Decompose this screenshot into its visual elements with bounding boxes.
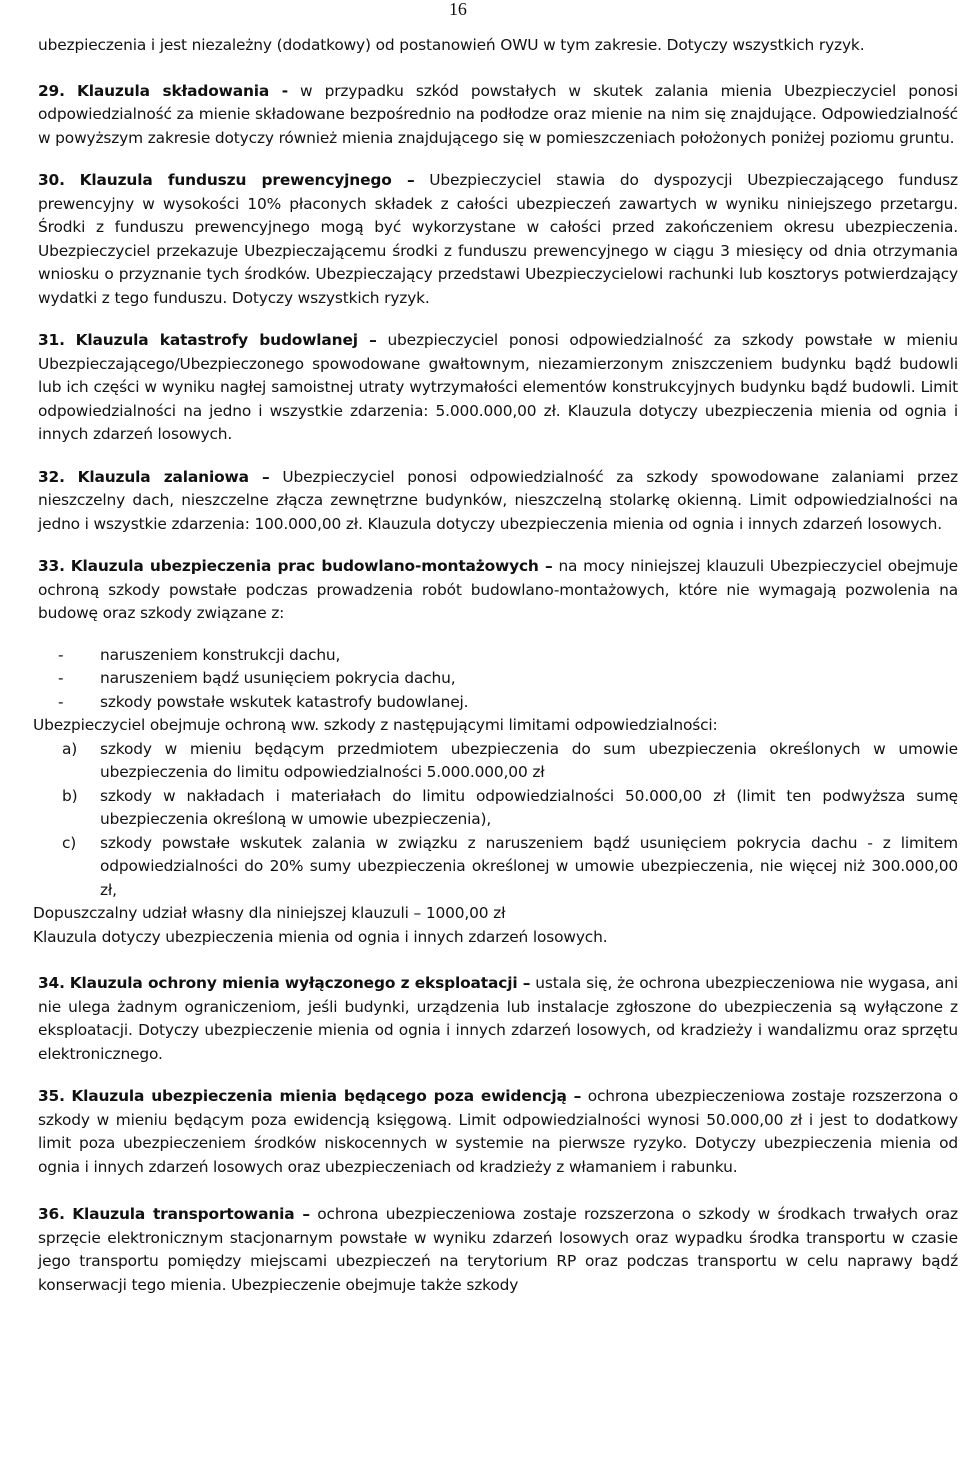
- clause-30: [38, 169, 958, 310]
- dash-marker: -: [58, 692, 64, 711]
- clause-35: [38, 1085, 958, 1179]
- clause-number: 35.: [38, 1087, 65, 1105]
- limits-intro: Ubezpieczyciel obejmuje ochroną ww. szkody z następującymi limitami odpowiedzialności:: [33, 716, 718, 734]
- clause-text: Ubezpieczyciel stawia do dyspozycji Ubezpieczającego fundusz prewencyjny w wysokości 10% płaconych składek z całości ubezpieczeń zawartych w wyniku niniejszego przetargu. Środki z funduszu prewencyjnego mogą być wykorzystane w całości przed zakończeniem okresu ubezpieczenia. Ubezpieczyciel przekazuje Ubezpieczającemu środki z funduszu prewencyjnego w ciągu 3 miesięcy od dnia otrzymania wniosku o przyznanie tych środków. Ubezpieczający przedstawi Ubezpieczycielowi rachunki lub kosztorys potwierdzający wydatki z tego funduszu. Dotyczy wszystkich ryzyk.: [38, 171, 958, 307]
- page-number: 16: [449, 0, 467, 19]
- list-item: - szkody powstałe wskutek katastrofy budowlanej.: [38, 691, 958, 715]
- item-marker: a): [62, 739, 78, 758]
- clause-text: ochrona ubezpieczeniowa zostaje rozszerzona o szkody w mieniu będącym poza ewidencją księgową. Limit odpowiedzialności wynosi 50.000,00 zł i jest to dodatkowy limit poza ubezpieczeniem środków niskocennych w systemie na pierwsze ryzyko. Dotyczy ubezpieczenia mienia od ognia i innych zdarzeń losowych oraz ubezpieczeniach od kradzieży z włamaniem i rabunku.: [38, 1087, 958, 1176]
- list-item: a) szkody w mieniu będącym przedmiotem ubezpieczenia do sum ubezpieczenia określonych w umowie ubezpieczenia do limitu odpowiedzialności 5.000.000,00 zł: [62, 739, 958, 781]
- clause-title: Klauzula funduszu prewencyjnego –: [79, 171, 415, 189]
- damage-scope-list: [38, 644, 958, 715]
- clause-32: [38, 466, 958, 537]
- dash-marker: -: [58, 645, 64, 664]
- clause-text: na mocy niniejszej klauzuli Ubezpieczyciel obejmuje ochroną szkody powstałe podczas prowadzenia robót budowlano-montażowych, które nie wymagają pozwolenia na budowę oraz szkody związane z:: [38, 557, 958, 622]
- item-marker: c): [62, 833, 77, 852]
- clause-number: 29.: [38, 81, 65, 100]
- clause-number: 32.: [38, 467, 65, 486]
- list-item: - naruszeniem bądź usunięciem pokrycia dachu,: [38, 667, 958, 691]
- limits-list: [38, 738, 958, 903]
- clause-33: [33, 555, 958, 949]
- clause-title: Klauzula ubezpieczenia prac budowlano-montażowych –: [70, 557, 553, 575]
- clause-34: [38, 972, 958, 1066]
- clause-number: 36.: [38, 1205, 65, 1223]
- deductible: Dopuszczalny udział własny dla niniejszej klauzuli – 1000,00 zł: [33, 904, 506, 922]
- list-item: - naruszeniem konstrukcji dachu,: [38, 644, 958, 668]
- dash-marker: -: [58, 669, 64, 687]
- document-body: [33, 34, 958, 1316]
- continued-paragraph: ubezpieczenia i jest niezależny (dodatkowy) od postanowień OWU w tym zakresie. Dotyczy wszystkich ryzyk.: [38, 36, 865, 54]
- clause-title: Klauzula zalaniowa –: [77, 467, 270, 486]
- scope-note: Klauzula dotyczy ubezpieczenia mienia od ognia i innych zdarzeń losowych.: [33, 927, 608, 946]
- clause-number: 30.: [38, 171, 65, 189]
- clause-text: w przypadku szkód powstałych w skutek zalania mienia Ubezpieczyciel ponosi odpowiedzialność za mienie składowane bezpośrednio na podłodze oraz mienie na nim się znajdujące. Odpowiedzialność w powyższym zakresie dotyczy również mienia znajdującego się w pomieszczeniach położonych poniżej poziomu gruntu.: [38, 81, 958, 147]
- clause-29: [38, 80, 958, 151]
- list-item: c) szkody powstałe wskutek zalania w związku z naruszeniem bądź usunięciem pokrycia dachu - z limitem odpowiedzialności do 20% sumy ubezpieczenia określonej w umowie ubezpieczenia, nie więcej niż 300.000,00 zł,: [62, 833, 958, 899]
- clause-36: [38, 1203, 958, 1297]
- clause-text: Ubezpieczyciel ponosi odpowiedzialność za szkody spowodowane zalaniami przez nieszczelny dach, nieszczelne złącza zewnętrzne budynków, nieszczelną stolarkę okienną. Limit odpowiedzialności na jedno i wszystkie zdarzenia: 100.000,00 zł. Klauzula dotyczy ubezpieczenia mienia od ognia i innych zdarzeń losowych.: [38, 467, 958, 533]
- clause-number: 33.: [38, 557, 65, 575]
- clause-31: [38, 329, 958, 447]
- clause-title: Klauzula ochrony mienia wyłączonego z eksploatacji –: [69, 974, 531, 992]
- clause-title: Klauzula ubezpieczenia mienia będącego poza ewidencją –: [71, 1087, 582, 1105]
- clause-title: Klauzula składowania -: [76, 81, 288, 100]
- clause-text: ochrona ubezpieczeniowa zostaje rozszerzona o szkody w środkach trwałych oraz sprzęcie elektronicznym stacjonarnym powstałe w wyniku zdarzeń losowych oraz wypadku środka transportu w czasie jego transportu pomiędzy miejscami ubezpieczeń na terytorium RP oraz podczas transportu w celu naprawy bądź konserwacji tego mienia. Ubezpieczenie obejmuje także szkody: [38, 1205, 958, 1294]
- clause-text: ustala się, że ochrona ubezpieczeniowa nie wygasa, ani nie ulega żadnym ograniczeniom, jeśli budynki, urządzenia lub instalacje zgłoszone do ubezpieczenia są wyłączone z eksploatacji. Dotyczy ubezpieczenie mienia od ognia i innych zdarzeń losowych, od kradzieży i wandalizmu oraz sprzętu elektronicznego.: [38, 974, 958, 1063]
- clause-title: Klauzula transportowania –: [72, 1205, 310, 1223]
- clause-title: Klauzula katastrofy budowlanej –: [75, 331, 377, 349]
- clause-text: ubezpieczyciel ponosi odpowiedzialność za szkody powstałe w mieniu Ubezpieczającego/Ubezpieczonego spowodowane gwałtownym, niezamierzonym zniszczeniem budynku bądź budowli lub ich części w wyniku nagłej samoistnej utraty wytrzymałości elementów konstrukcyjnych budynku bądź budowli. Limit odpowiedzialności na jedno i wszystkie zdarzenia: 5.000.000,00 zł. Klauzula dotyczy ubezpieczenia mienia od ognia i innych zdarzeń losowych.: [38, 331, 958, 443]
- clause-number: 34.: [38, 974, 65, 992]
- item-marker: b): [62, 786, 78, 805]
- clause-number: 31.: [38, 331, 65, 349]
- list-item: b) szkody w nakładach i materiałach do limitu odpowiedzialności 50.000,00 zł (limit ten podwyższa sumę ubezpieczenia określoną w umowie ubezpieczenia),: [62, 786, 958, 828]
